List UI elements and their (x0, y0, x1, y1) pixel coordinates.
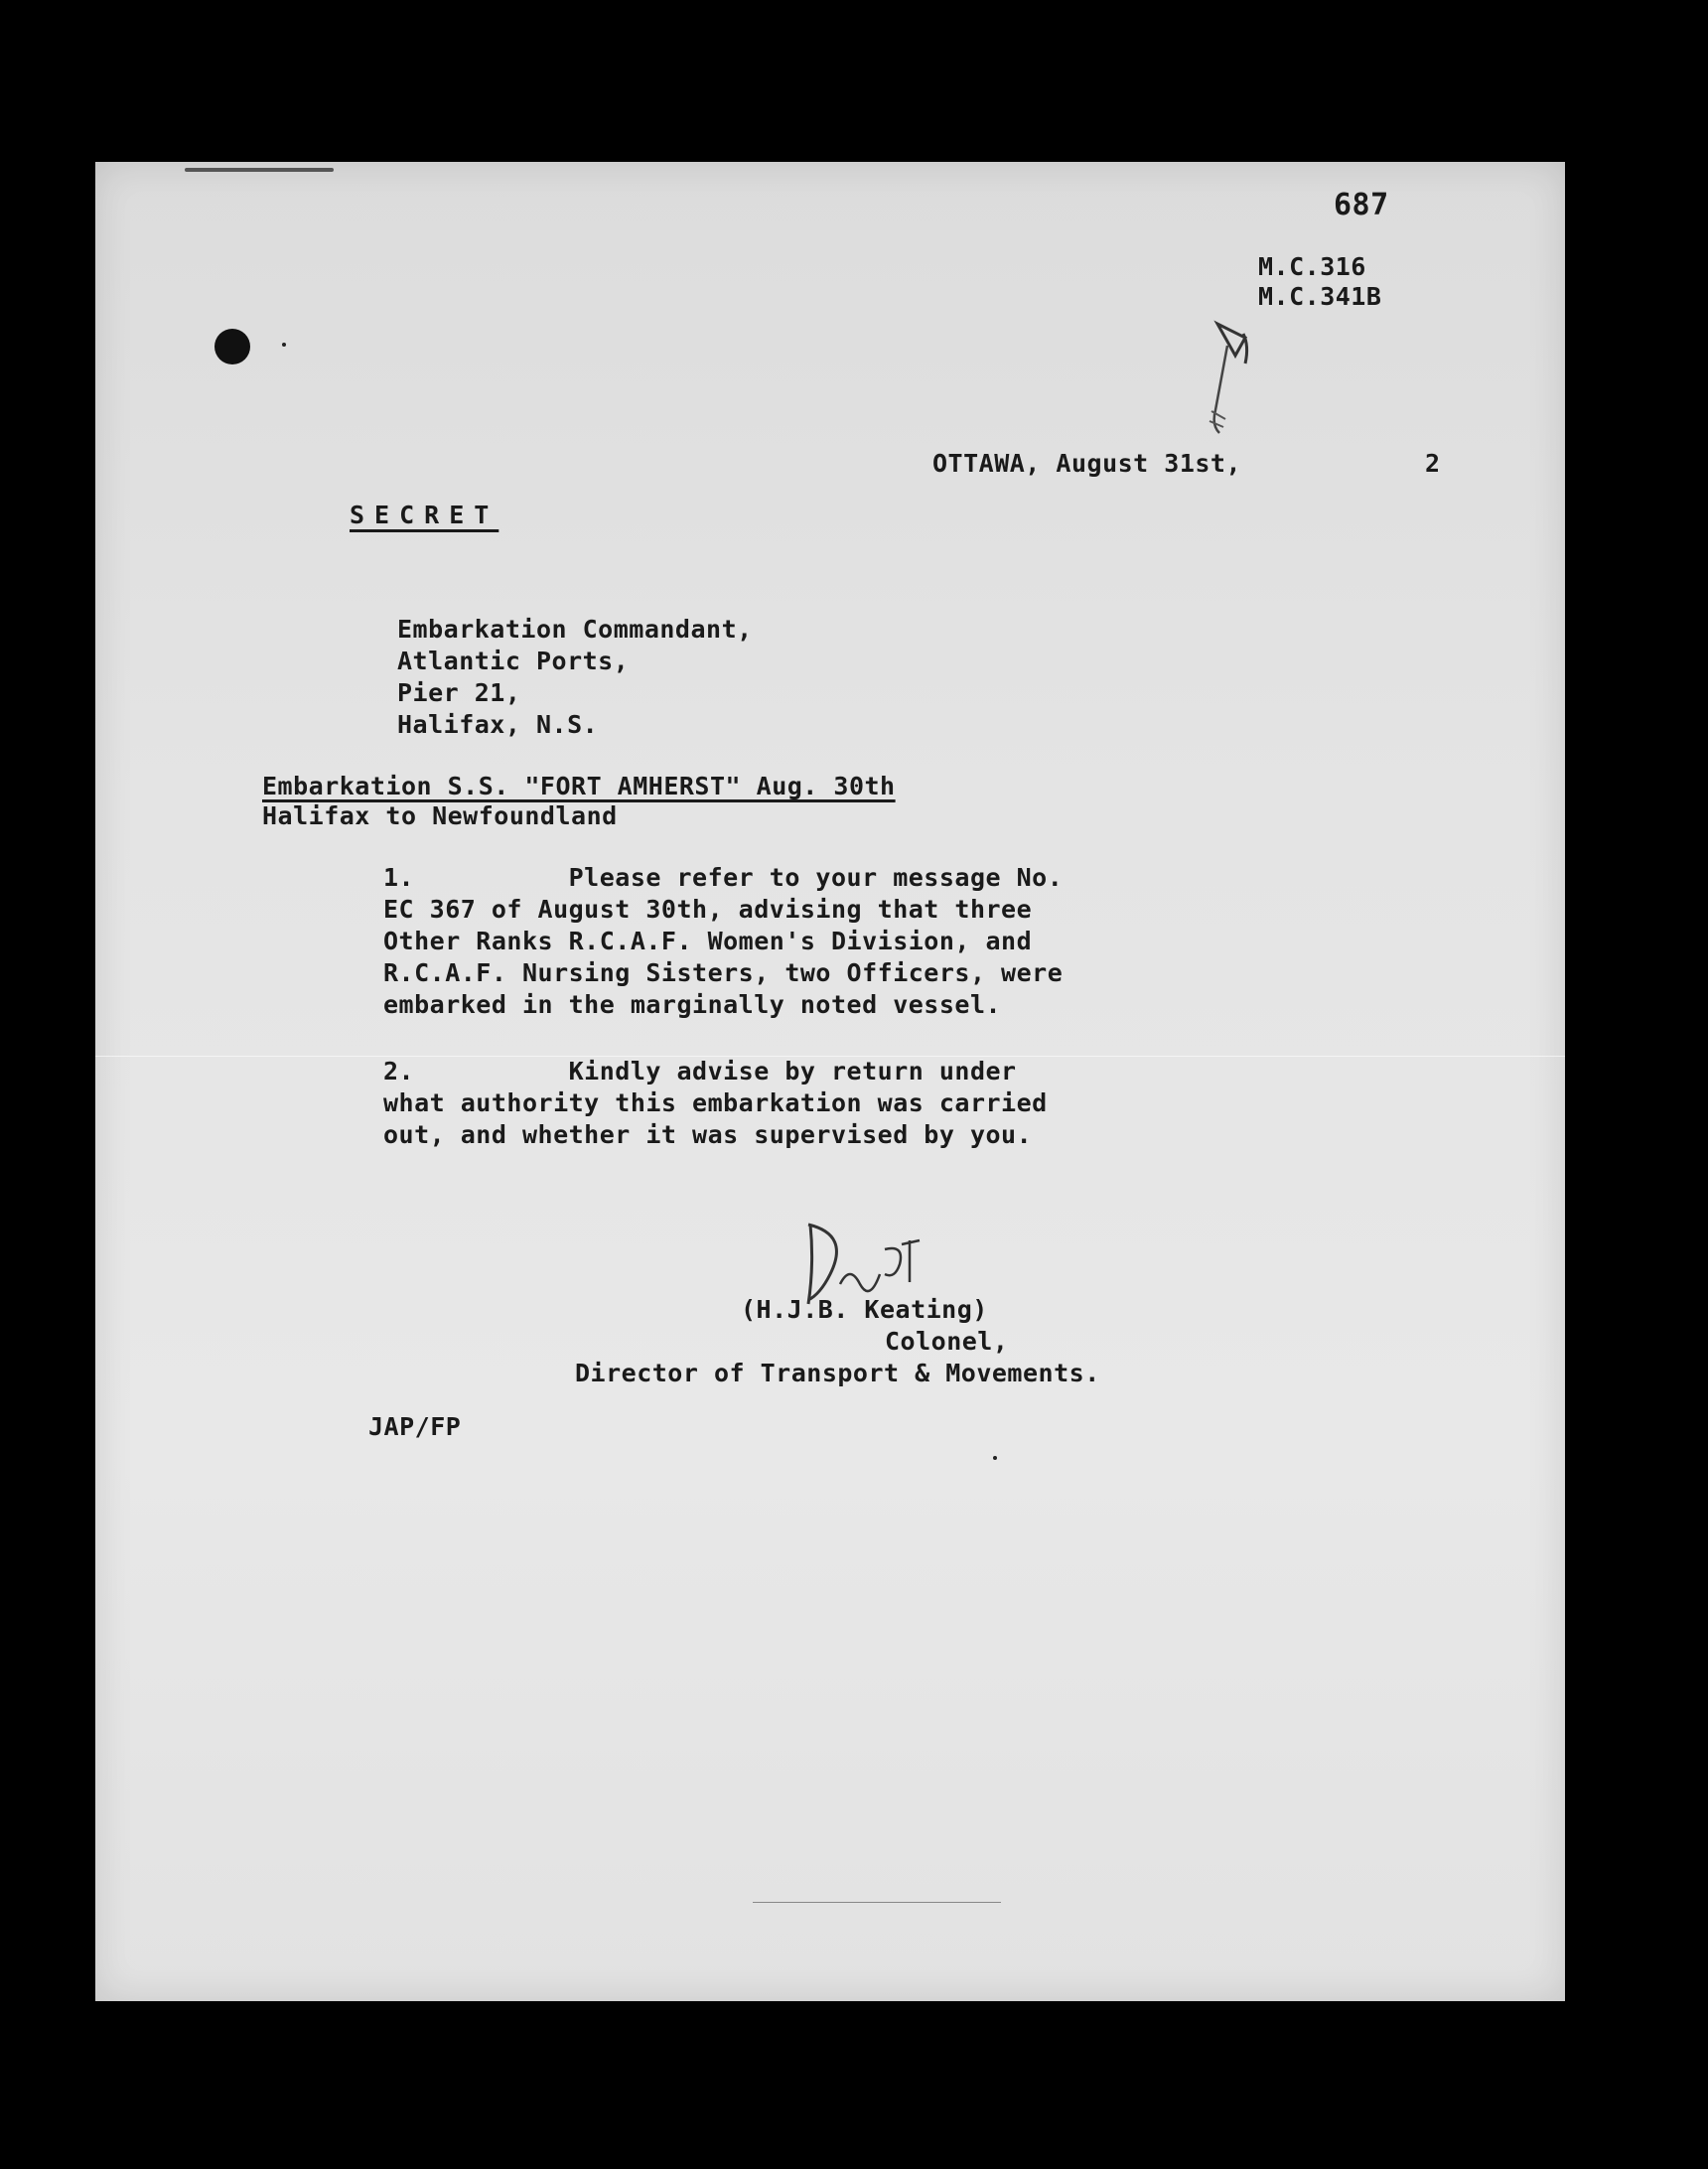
page-number: 687 (1334, 188, 1389, 222)
paragraph-1-line: embarked in the marginally noted vessel. (383, 990, 1002, 1019)
paragraph-1-line: Other Ranks R.C.A.F. Women's Division, and (383, 927, 1033, 955)
date-line: OTTAWA, August 31st, (932, 449, 1242, 478)
speck (282, 343, 286, 347)
paragraph-2-line: what authority this embarkation was carried (383, 1088, 1048, 1117)
scan-artifact-rule (753, 1902, 1001, 1903)
paragraph-1-line: 1. Please refer to your message No. (383, 863, 1064, 892)
document-page (95, 162, 1565, 2001)
date-suffix: 2 (1425, 449, 1441, 478)
file-reference: M.C.341B (1258, 282, 1382, 311)
subject-line: Embarkation S.S. "FORT AMHERST" Aug. 30th (262, 772, 896, 800)
paragraph-1-line: R.C.A.F. Nursing Sisters, two Officers, were (383, 958, 1064, 987)
addressee-line: Embarkation Commandant, (397, 615, 753, 644)
subject-line: Halifax to Newfoundland (262, 801, 618, 830)
file-reference: M.C.316 (1258, 252, 1366, 281)
paragraph-1-line: EC 367 of August 30th, advising that three (383, 895, 1033, 924)
paragraph-2-line: out, and whether it was supervised by you. (383, 1120, 1033, 1149)
paper-clip-mark (185, 168, 334, 172)
addressee-line: Halifax, N.S. (397, 710, 599, 739)
addressee-line: Pier 21, (397, 678, 521, 707)
speck (993, 1456, 997, 1460)
handwritten-arrow-icon (1206, 316, 1285, 445)
punch-hole-icon (214, 329, 250, 364)
paragraph-2-line: 2. Kindly advise by return under (383, 1057, 1017, 1085)
reference-initials: JAP/FP (368, 1412, 462, 1441)
signatory-name: (H.J.B. Keating) (741, 1295, 988, 1324)
signatory-rank: Colonel, (885, 1327, 1009, 1356)
classification-heading: SECRET (350, 501, 499, 529)
signatory-title: Director of Transport & Movements. (575, 1359, 1100, 1387)
addressee-line: Atlantic Ports, (397, 647, 630, 675)
